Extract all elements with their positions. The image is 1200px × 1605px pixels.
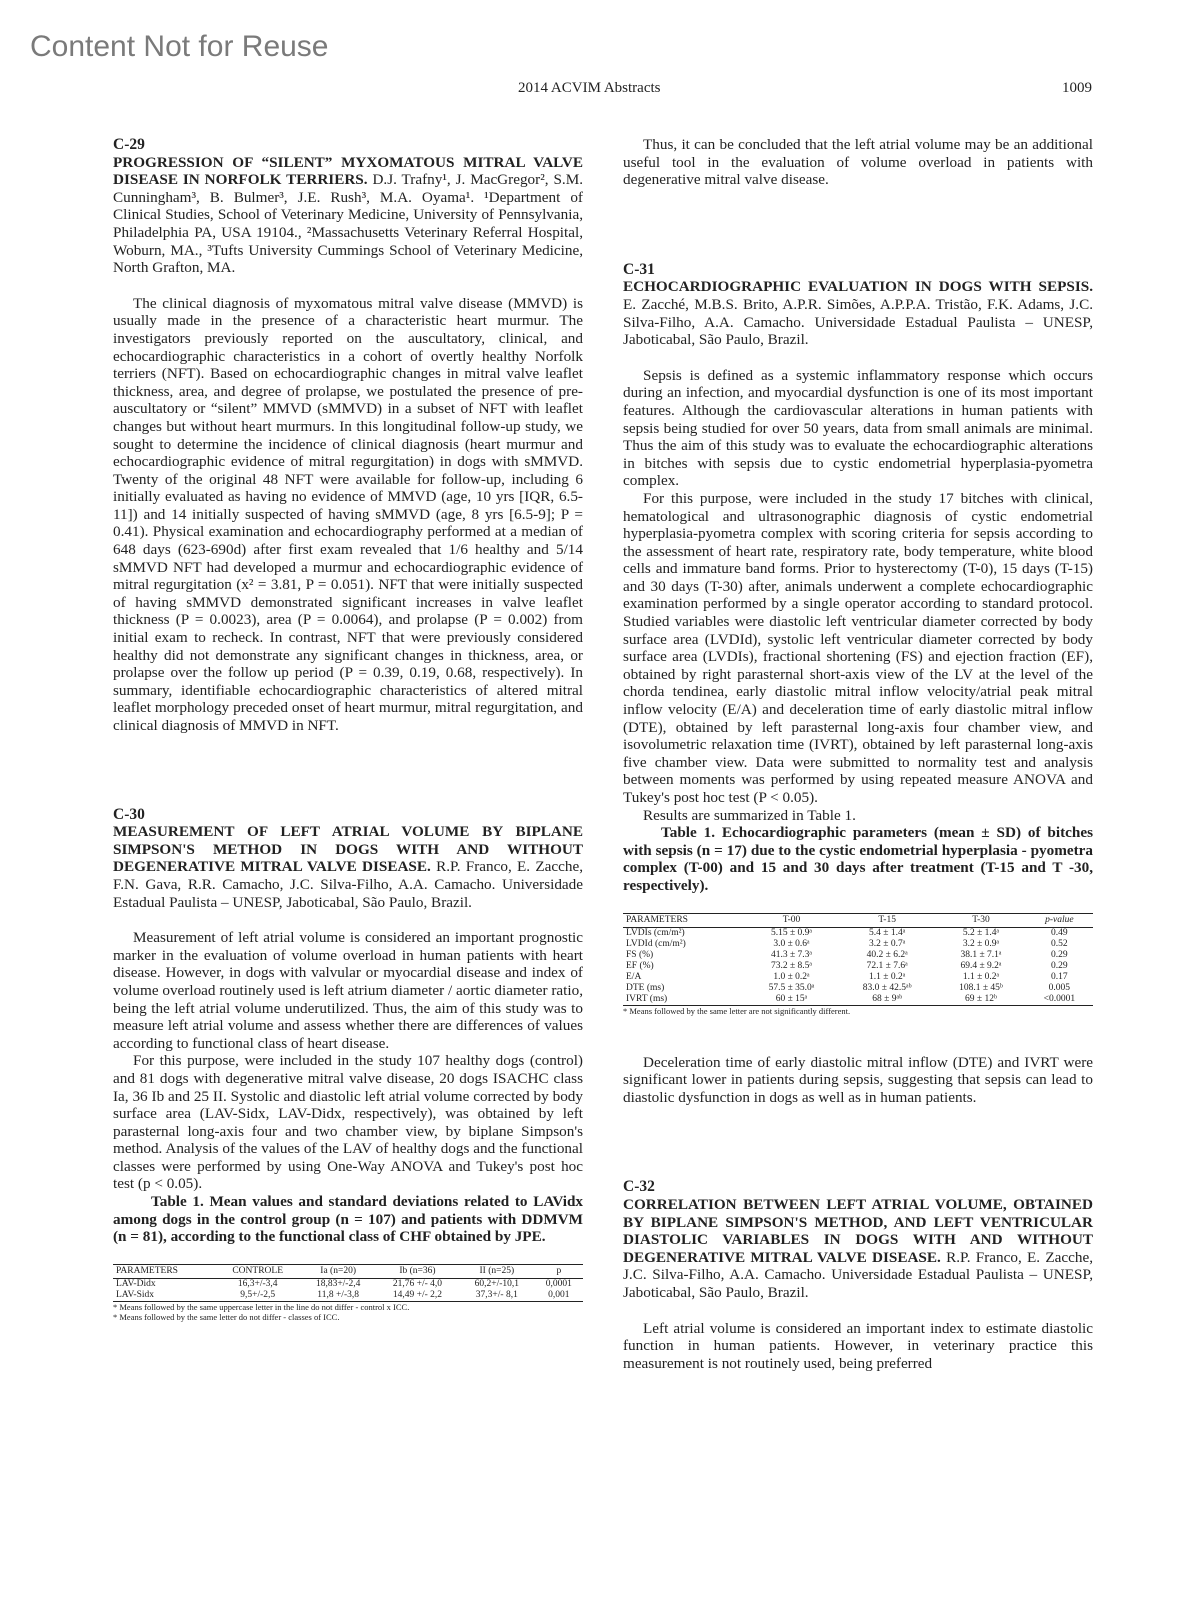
table-cell: LAV-Sidx xyxy=(113,1290,215,1302)
table-header-row xyxy=(623,913,1093,927)
table-cell: 60,2+/-10,1 xyxy=(474,1278,520,1289)
table-cell: IVRT (ms) xyxy=(623,994,745,1006)
abstract-body-p3: Results are summarized in Table 1. xyxy=(643,806,856,824)
table-header-row xyxy=(113,1264,583,1278)
page-number: 1009 xyxy=(1062,80,1092,96)
column-header: Ib (n=36) xyxy=(376,1264,459,1278)
abstract-authors: E. Zacché, M.B.S. Brito, A.P.R. Simões, A.P.P.A. Tristão, F.K. Adams, J.C. Silva-Filho, A.A. Camacho. Universidade Estadual Paulista – UNESP, Jaboticabal, São Paulo, Brazil. xyxy=(623,295,1093,349)
abstract-body-p1: Sepsis is defined as a systemic inflammatory response which occurs during an infection, and myocardial dysfunction is one of its most important features. Although the cardiovascular alterations in human patients with sepsis being studied for over 50 years, data from small animals are minimal. Thus the aim of this study was to evaluate the echocardiographic alterations in bitches with sepsis due to cystic endometrial hyperplasia-pyometra complex. xyxy=(623,366,1093,490)
table-cell: DTE (ms) xyxy=(626,982,665,993)
table-cell: EF (%) xyxy=(626,960,654,971)
left-column xyxy=(113,136,583,1322)
table-cell: 41.3 ± 7.3ᵃ xyxy=(770,949,813,960)
abstract-body-p2: For this purpose, were included in the study 107 healthy dogs (control) and 81 dogs with degenerative mitral valve disease, 20 dogs ISACHC class Ia, 36 Ib and 25 II. Systolic and diastolic left atrial volume corrected by body surface area (LAV-Sidx, LAV-Didx, respectively), was obtained by left parasternal long-axis four and two chamber view, by biplane Simpson's method. Analysis of the values of the LAV of healthy dogs and the functional classes were performed by using One-Way ANOVA and Tukey's post hoc test (p < 0.05). xyxy=(113,1052,583,1193)
table-row xyxy=(623,994,1093,1006)
column-header: T-30 xyxy=(936,913,1025,927)
abstract-id-c31: C-31 xyxy=(623,260,655,278)
table-cell: 11,8 +/-3,8 xyxy=(300,1290,376,1302)
table-cell: 0,001 xyxy=(535,1290,583,1302)
table-cell: 5.4 ± 1.4ᵃ xyxy=(869,927,906,938)
table-cell: 9,5+/-2,5 xyxy=(215,1290,300,1302)
column-header: CONTROLE xyxy=(215,1264,300,1278)
table-row xyxy=(113,1278,583,1290)
abstract-header-c30 xyxy=(113,823,583,911)
table-cell: 0.17 xyxy=(1051,971,1068,982)
table-row xyxy=(623,961,1093,972)
table-cell: 1.1 ± 0.2ᵃ xyxy=(962,971,1000,982)
table-cell: E/A xyxy=(626,971,642,982)
table-cell: 0.49 xyxy=(1051,927,1068,938)
table-note: * Means followed by the same letter are not significantly different. xyxy=(623,1005,851,1016)
column-header: p xyxy=(535,1264,583,1278)
abstract-header-c32 xyxy=(623,1196,1093,1302)
abstract-body-p2: For this purpose, were included in the study 17 bitches with clinical, hematological and ultrasonographic diagnosis of cystic endometrial hyperplasia-pyometra complex with scoring criteria for sepsis according to the assessment of heart rate, respiratory rate, body temperature, white blood cells and immature band forms. Prior to hysterectomy (T-0), 15 days (T-15) and 30 days (T-30) after, animals underwent a complete echocardiographic examination performed by a single operator according to standard protocol. Studied variables were diastolic left ventricular diameter corrected by body surface area (LVDId), systolic left ventricular diameter corrected by body surface area (LVDIs), fractional shortening (FS) and ejection fraction (EF), obtained by right parasternal short-axis view of the LV at the level of the chorda tendinea, early diastolic mitral inflow velocity/atrial peak mitral inflow velocity (E/A) and deceleration time of early diastolic mitral inflow (DTE), obtained by left parasternal long-axis four chamber view, and isovolumetric relaxation time (IVRT), obtained by left parasternal long-axis five chamber view. Data were submitted to normality test and analysis between moments was performed by using repeated measure ANOVA and Tukey's post hoc test (P < 0.05). xyxy=(623,489,1093,806)
abstract-authors: R.P. Franco, E. Zacche, J.C. Silva-Filho, A.A. Camacho. Universidade Estadual Paulista – UNESP, Jaboticabal, São Paulo, Brazil. xyxy=(623,1248,1093,1301)
table-note: * Means followed by the same uppercase letter in the line do not differ - control x ICC. xyxy=(113,1301,410,1312)
table-cell: 0.29 xyxy=(1051,949,1068,960)
table-cell: 108.1 ± 45ᵇ xyxy=(959,982,1003,993)
table-row xyxy=(623,983,1093,994)
abstract-id-c29: C-29 xyxy=(113,136,145,153)
abstract-body: The clinical diagnosis of myxomatous mitral valve disease (MMVD) is usually made in the presence of a characteristic heart murmur. The investigators previously reported on the auscultatory, clinical, and echocardiographic characteristics in a cohort of overtly healthy Norfolk terriers (NFT). Based on echocardiographic changes in mitral valve leaflet thickness, area, and degree of prolapse, we postulated the presence of pre-auscultatory or “silent” MMVD (sMMVD) in a subset of NFT with leaflet changes but without heart murmurs. In this longitudinal follow-up study, we sought to determine the incidence of clinical diagnosis (heart murmur and echocardiographic evidence of mitral regurgitation) in dogs with sMMVD. Twenty of the original 48 NFT were available for follow-up, including 6 initially evaluated as having no evidence of MMVD (age, 10 yrs [IQR, 6.5-11]) and 14 initially suspected of having sMMVD (age, 8 yrs [6.5-9]; P = 0.41). Physical examination and echocardiography performed at a median of 648 days (623-690d) after first exam revealed that 1/6 healthy and 5/14 sMMVD NFT had developed a murmur and echocardiographic evidence of mitral regurgitation (x² = 3.81, P = 0.051). NFT that were initially suspected of having sMMVD demonstrated significant increases in valve leaflet thickness (P = 0.0023), area (P = 0.0064), and prolapse (P = 0.002) from initial exam to recheck. In contrast, NFT that were previously considered healthy did not demonstrate any significant changes in thickness, area, or prolapse over the follow up period (P = 0.39, 0.19, 0.68, respectively). In summary, identifiable echocardiographic characteristics of altered mitral leaflet morphology preceded onset of heart murmur, mitral regurgitation, and clinical diagnosis of MMVD in NFT. xyxy=(113,294,583,734)
abstract-body: Left atrial volume is considered an important index to estimate diastolic function in human patients. However, in veterinary practice this measurement is not routinely used, being preferred xyxy=(623,1319,1093,1372)
table-row xyxy=(623,972,1093,983)
column-header: PARAMETERS xyxy=(623,913,745,927)
table-cell: 72.1 ± 7.6ᵃ xyxy=(866,960,908,971)
lav-table xyxy=(113,1264,583,1302)
abstract-conclusion-c31: Deceleration time of early diastolic mitral inflow (DTE) and IVRT were significant lower in patients during sepsis, suggesting that sepsis can lead to diastolic dysfunction in dogs as well as in human patients. xyxy=(623,1053,1093,1106)
table-row xyxy=(623,927,1093,939)
abstract-authors: D.J. Trafny¹, J. MacGregor², S.M. Cunningham³, B. Bulmer³, J.E. Rush³, M.A. Oyama¹. ¹Department of Clinical Studies, School of Veterinary Medicine, University of Pennsylvania, Philadelphia PA, USA 19104., ²Massachusetts Veterinary Referral Hospital, Woburn, MA., ³Tufts University Cummings School of Veterinary Medicine, North Grafton, MA. xyxy=(113,171,583,277)
table-cell: 68 ± 9ᵃᵇ xyxy=(838,994,936,1006)
column-header: p-value xyxy=(1026,913,1093,927)
watermark: Content Not for Reuse xyxy=(30,30,329,63)
table-cell: 5.15 ± 0.9ᵃ xyxy=(770,927,813,938)
abstract-title: ECHOCARDIOGRAPHIC EVALUATION IN DOGS WITH SEPSIS. xyxy=(623,278,1093,296)
column-header: PARAMETERS xyxy=(113,1264,215,1278)
abstract-title: MEASUREMENT OF LEFT ATRIAL VOLUME BY BIPLANE SIMPSON'S METHOD IN DOGS WITH AND WITHOUT DEGENERATIVE MITRAL VALVE DISEASE. xyxy=(113,823,583,876)
table-cell: 83.0 ± 42.5ᵃᵇ xyxy=(862,982,912,993)
table-row xyxy=(113,1290,583,1302)
abstract-header-c29 xyxy=(113,154,583,277)
column-header: II (n=25) xyxy=(459,1264,535,1278)
abstract-title: CORRELATION BETWEEN LEFT ATRIAL VOLUME, OBTAINED BY BIPLANE SIMPSON'S METHOD, AND LEFT VENTRICULAR DIASTOLIC VARIABLES IN DOGS WITH AND WITHOUT DEGENERATIVE MITRAL VALVE DISEASE. xyxy=(623,1195,1093,1266)
abstract-header-c31 xyxy=(623,278,1093,348)
abstract-id-c30: C-30 xyxy=(113,805,145,823)
table-cell: 1.1 ± 0.2ᵃ xyxy=(869,971,906,982)
table-cell: 69 ± 12ᵇ xyxy=(936,994,1025,1006)
table-cell: 69.4 ± 9.2ᵃ xyxy=(960,960,1002,971)
table-row xyxy=(623,939,1093,950)
table-cell: 21,76 +/- 4,0 xyxy=(392,1278,443,1289)
table-cell: 5.2 ± 1.4ᵃ xyxy=(962,927,1000,938)
table-cell: 40.2 ± 6.2ᵃ xyxy=(866,949,908,960)
echo-table xyxy=(623,913,1093,1006)
table-cell: 0.005 xyxy=(1048,982,1071,993)
table-cell: 0.52 xyxy=(1051,938,1068,949)
column-header: T-00 xyxy=(745,913,838,927)
abstract-authors: R.P. Franco, E. Zacche, F.N. Gava, R.R. Camacho, J.C. Silva-Filho, A.A. Camacho. Universidade Estadual Paulista – UNESP, Jaboticabal, São Paulo, Brazil. xyxy=(113,858,583,911)
table-cell: 16,3+/-3,4 xyxy=(237,1278,278,1289)
table-cell: 0,0001 xyxy=(545,1278,572,1289)
table-cell: 60 ± 15ᵃ xyxy=(745,994,838,1006)
table-cell: LVDIs (cm/m²) xyxy=(626,927,685,938)
column-header: Ia (n=20) xyxy=(300,1264,376,1278)
table-cell: 1.0 ± 0.2ᵃ xyxy=(773,971,810,982)
table-cell: 73.2 ± 8.5ᵃ xyxy=(770,960,813,971)
table-cell: 18,83+/-2,4 xyxy=(315,1278,361,1289)
table-caption: Table 1. Echocardiographic parameters (mean ± SD) of bitches with sepsis (n = 17) due to the cystic endometrial hyperplasia - pyometra complex (T-00) and 15 and 30 days after treatment (T-15 and T -30, respectively). xyxy=(623,824,1093,894)
abstract-conclusion-c30: Thus, it can be concluded that the left atrial volume may be an additional useful tool in the evaluation of volume overload in patients with degenerative mitral valve disease. xyxy=(623,136,1093,189)
table-cell: 57.5 ± 35.0ᵃ xyxy=(768,982,815,993)
table-cell: LVDId (cm/m²) xyxy=(626,938,686,949)
table-cell: 38.1 ± 7.1ᵃ xyxy=(960,949,1002,960)
abstract-id-c32: C-32 xyxy=(623,1178,655,1196)
table-cell: 14,49 +/- 2,2 xyxy=(376,1290,459,1302)
table-cell: <0.0001 xyxy=(1026,994,1093,1006)
abstract-body-p1: Measurement of left atrial volume is considered an important prognostic marker in the evaluation of volume overload in human patients with heart disease. However, in dogs with valvular or myocardial disease and index of volume overload routinely used is left atrium diameter / aortic diameter ratio, being the left atrial volume underutilized. Thus, the aim of this study was to measure left atrial volume and assess whether there are differences of values according to functional class of heart disease. xyxy=(113,929,583,1052)
table-caption: Table 1. Mean values and standard deviations related to LAVidx among dogs in the control group (n = 107) and patients with DDMVM (n = 81), according to the functional class of CHF obtained by JPE. xyxy=(113,1193,583,1246)
table-note: * Means followed by the same letter do not differ - classes of ICC. xyxy=(113,1311,340,1322)
table-cell: FS (%) xyxy=(626,949,654,960)
right-column xyxy=(623,136,1093,1372)
table-cell: 3.2 ± 0.9ᵃ xyxy=(962,938,1000,949)
table-cell: LAV-Didx xyxy=(116,1278,156,1289)
table-row xyxy=(623,950,1093,961)
table-cell: 37,3+/- 8,1 xyxy=(459,1290,535,1302)
abstract-title: PROGRESSION OF “SILENT” MYXOMATOUS MITRAL VALVE DISEASE IN NORFOLK TERRIERS. xyxy=(113,153,583,189)
journal-title: 2014 ACVIM Abstracts xyxy=(518,80,661,96)
column-header: T-15 xyxy=(838,913,936,927)
table-cell: 3.0 ± 0.6ᵃ xyxy=(773,938,810,949)
table-cell: 0.29 xyxy=(1051,960,1068,971)
table-cell: 3.2 ± 0.7ᵃ xyxy=(869,938,906,949)
